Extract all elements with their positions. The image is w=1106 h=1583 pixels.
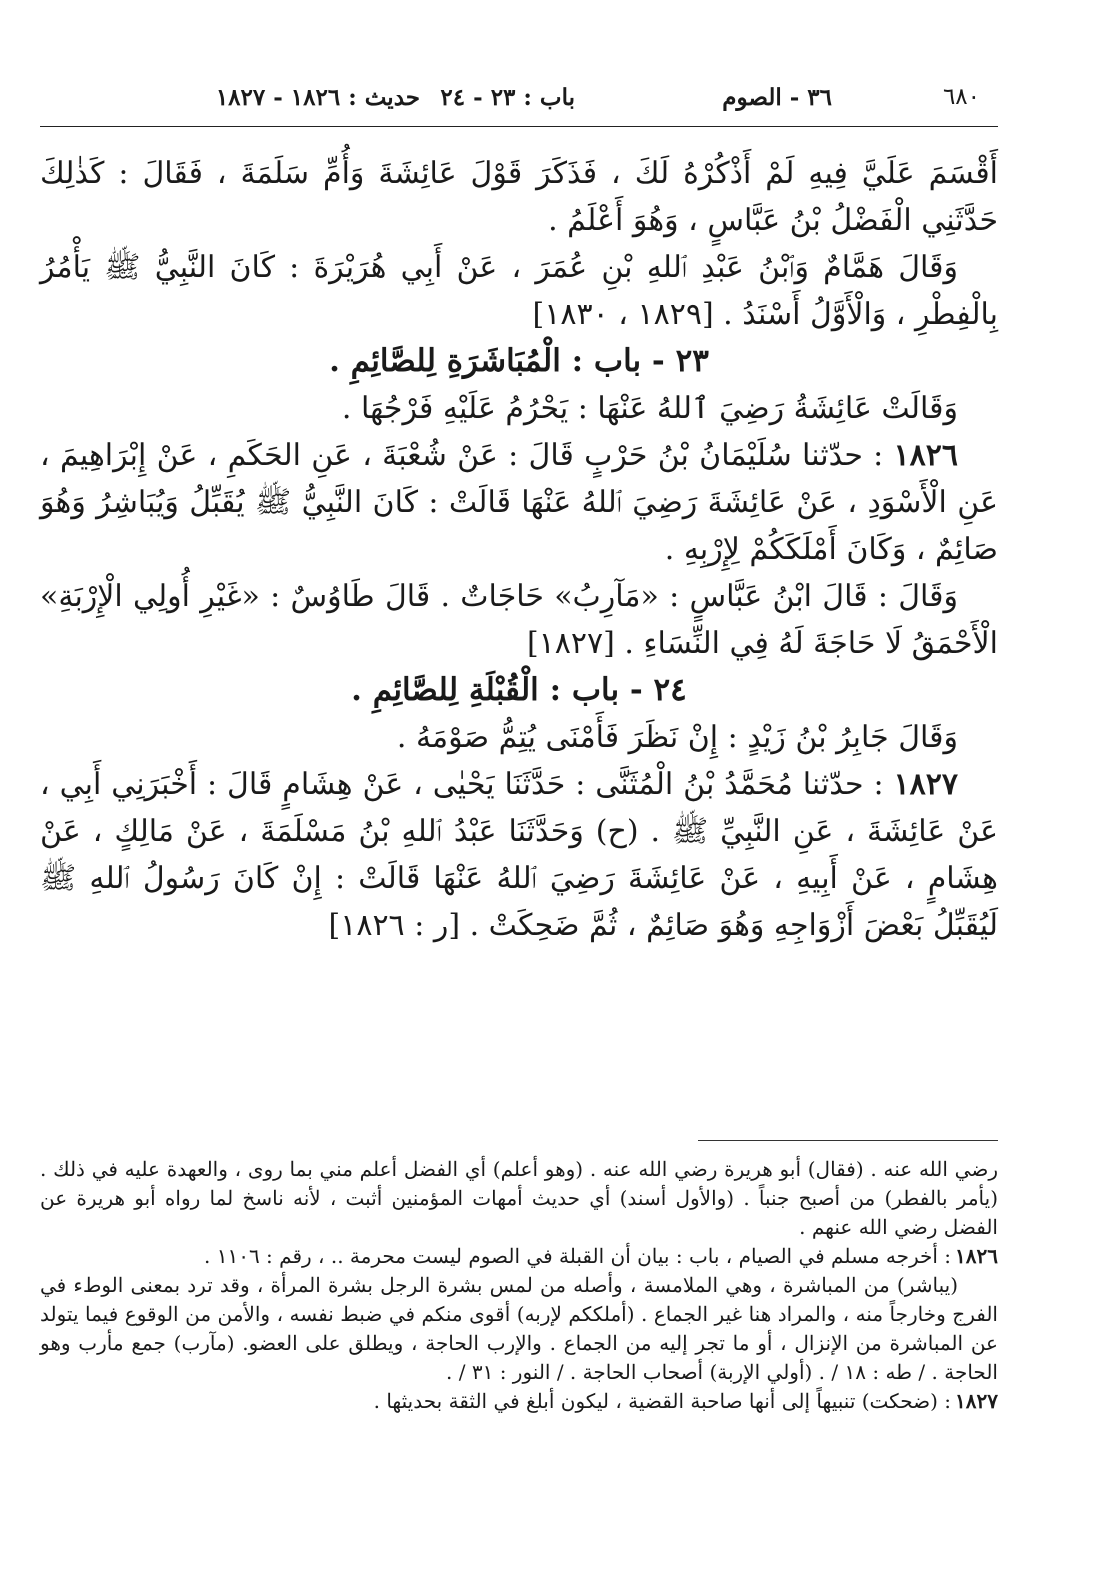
paragraph-continuation: أَقْسَمَ عَلَيَّ فِيهِ لَمْ أَذْكُرْهُ لَكَ ، فَذَكَرَ قَوْلَ عَائِشَةَ وَأُمِّ سَلَمَةَ ، فَقَالَ : كَذٰلِكَ حَدَّثَنِي الْفَضْلُ بْنُ عَبَّاسٍ ، وَهُوَ أَعْلَمُ . [40,156,998,238]
hadith-range: حديث : ١٨٢٦ - ١٨٢٧ [215,84,420,111]
footnote-continuation: رضي الله عنه . (فقال) أبو هريرة رضي الله عنه . (وهو أعلم) أي الفضل أعلم مني بما روى ، والعهدة عليه في ذلك . (يأمر بالفطر) من أصبح جنباً . (والأول أسند) أي حديث أمهات المؤمنين أثبت ، لأنه ناسخ لما رواه أبو هريرة عن الفضل رضي الله عنهم . [40,1157,999,1239]
paragraph-aisha-statement: وَقَالَتْ عَائِشَةُ رَضِيَ ٱللهُ عَنْهَا : يَحْرُمُ عَلَيْهِ فَرْجُهَا . [341,391,958,426]
hadith-text: : حدّثنا مُحَمَّدُ بْنُ الْمُثَنَّى : حَدَّثَنَا يَحْيٰى ، عَنْ هِشَامٍ قَالَ : أَخْبَرَنِي أَبِي ، عَنْ عَائِشَةَ ، عَنِ النَّبِيِّ ﷺ . (ح) وَحَدَّثَنَا عَبْدُ ٱللهِ بْنُ مَسْلَمَةَ ، عَنْ مَالِكٍ ، عَنْ هِشَامٍ ، عَنْ أَبِيهِ ، عَنْ عَائِشَةَ رَضِيَ ٱللهُ عَنْهَا قَالَتْ : إِنْ كَانَ رَسُولُ ٱللهِ ﷺ لَيُقَبِّلُ بَعْضَ أَزْوَاجِهِ وَهُوَ صَائِمٌ ، ثُمَّ ضَحِكَتْ . [ر : ١٨٢٦] [40,767,998,943]
book-title: ٣٦ - الصوم [722,84,832,111]
footnote-text: : أخرجه مسلم في الصيام ، باب : بيان أن القبلة في الصوم ليست محرمة .. ، رقم : ١١٠٦ . [204,1244,952,1268]
footnote-1826 [40,1242,998,1271]
footnote-divider [698,1140,998,1141]
footnote-text: : (ضحكت) تنبيهاً إلى أنها صاحبة القضية ، ليكون أبلغ في الثقة بحديثها . [373,1389,952,1413]
hadith-number: ١٨٢٦ [893,438,958,473]
paragraph-ibn-abbas: وَقَالَ : قَالَ ابْنُ عَبَّاسٍ : «مَآرِبُ» حَاجَاتٌ . قَالَ طَاوُسٌ : «غَيْرِ أُولِي الْإِرْبَةِ» الْأَحْمَقُ لَا حَاجَةَ لَهُ فِي النِّسَاءِ . [١٨٢٧] [40,579,998,661]
paragraph-hammam: وَقَالَ هَمَّامٌ وَٱبْنُ عَبْدِ ٱللهِ بْنِ عُمَرَ ، عَنْ أَبِي هُرَيْرَةَ : كَانَ النَّبِيُّ ﷺ يَأْمُرُ بِالْفِطْرِ ، وَالْأَوَّلُ أَسْنَدُ . [١٨٢٩ ، ١٨٣٠] [40,250,998,332]
footnote-1827 [40,1387,998,1416]
hadith-number: ١٨٢٧ [893,767,958,802]
footnotes [40,1155,998,1416]
footnote-1826-glossary: (يباشر) من المباشرة ، وهي الملامسة ، وأصله من لمس بشرة الرجل بشرة المرأة ، وقد ترد بمعنى الوطء في الفرج وخارجاً منه ، والمراد هنا غير الجماع . (أملككم لإربه) أقوى منكم في ضبط نفسه ، والأمن من الوقوع فيما يتولد عن المباشرة من الإنزال ، أو ما تجر إليه من الجماع . والإرب الحاجة ، ويطلق على العضو. (مآرب) جمع مأرب وهو الحاجة . / طه : ١٨ / . (أولي الإربة) أصحاب الحاجة . / النور : ٣١ / . [40,1273,998,1384]
paragraph-jabir: وَقَالَ جَابِرُ بْنُ زَيْدٍ : إِنْ نَظَرَ فَأَمْنَى يُتِمُّ صَوْمَهُ . [396,720,958,755]
main-text [40,150,998,949]
running-header [180,78,980,122]
chapter-heading-23: ٢٣ - باب : الْمُبَاشَرَةِ لِلصَّائِمِ . [329,343,709,379]
page-number: ٦٨٠ [942,84,980,110]
header-divider [40,126,998,127]
bab-range: باب : ٢٣ - ٢٤ [440,84,575,111]
hadith-1826 [40,432,998,573]
footnote-number: ١٨٢٧ [955,1389,998,1413]
hadith-1827 [40,761,998,949]
hadith-text: : حدّثنا سُلَيْمَانُ بْنُ حَرْبٍ قَالَ : عَنْ شُعْبَةَ ، عَنِ الحَكَمِ ، عَنْ إِبْرَاهِيمَ ، عَنِ الْأَسْوَدِ ، عَنْ عَائِشَةَ رَضِيَ ٱللهُ عَنْهَا قَالَتْ : كَانَ النَّبِيُّ ﷺ يُقَبِّلُ وَيُبَاشِرُ وَهُوَ صَائِمٌ ، وَكَانَ أَمْلَكَكُمْ لِإِرْبِهِ . [40,438,998,567]
chapter-heading-24: ٢٤ - باب : الْقُبْلَةِ لِلصَّائِمِ . [351,672,687,708]
footnote-number: ١٨٢٦ [955,1244,998,1268]
